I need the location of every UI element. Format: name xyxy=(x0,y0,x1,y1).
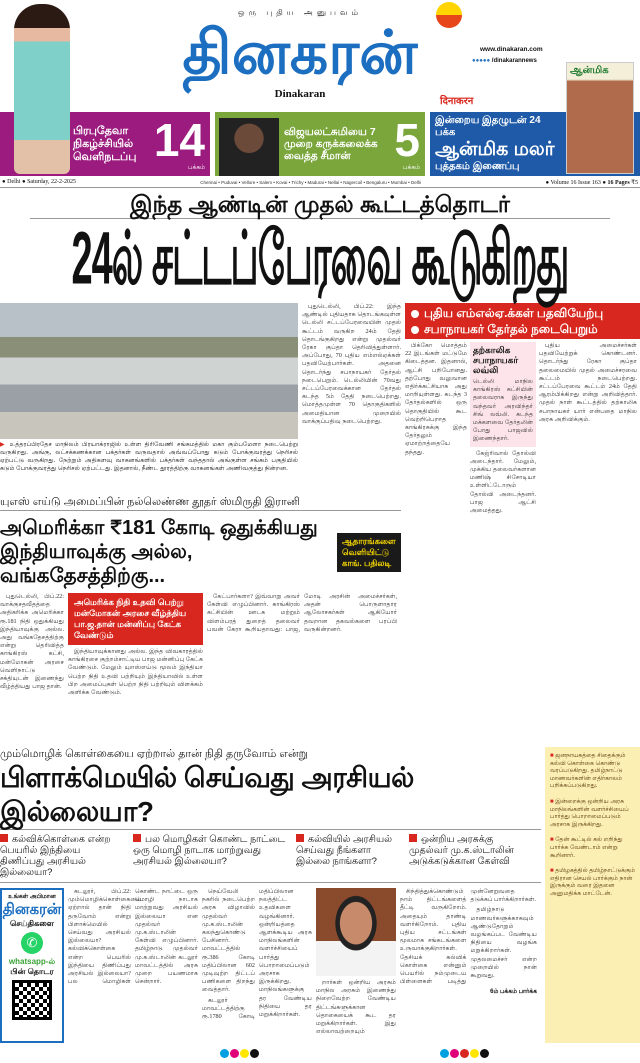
stalin-subheads xyxy=(0,830,541,883)
usaid-body-col3 xyxy=(207,593,397,699)
square-bullet-icon xyxy=(133,834,141,842)
promo-text: பிரபுதேவா நிகழ்ச்சியில் வெளிநடப்பு xyxy=(73,124,137,163)
promo-page xyxy=(153,112,205,176)
dateline-volume: Volume 16 Issue 163 xyxy=(550,179,601,186)
square-bullet-icon xyxy=(0,834,8,842)
paragraph: புதுடெல்லி, பிப்.22: இந்த ஆண்டில் புதியதாக தொடங்கவுள்ள டெல்லி சட்டப்பேரவையின் முதல் கூட்டம் வருகிற 24ம் தேதி தொடங்குகிறது என்று முதல்வர் ரேகா குப்தா தெரிவித்துள்ளார். அப்போது, 70 புதிய எம்எல்ஏக்கள் பதவியேற்பார்கள். அதனை தொடர்ந்து சபாநாயகர் தேர்தல் நடைபெறும். டெல்லியின் 70வது சட்டப்பேரவைக்கான தேர்தல் கடந்த 5ம் தேதி நடைபெற்றது. மொத்தமுள்ள 70 தொகுதிகளில் அமைதியான முறையில் வாக்குப்பதிவு நடைபெற்றது. xyxy=(302,303,401,425)
subhead-text: கல்வியில் அரசியல் செய்வது நீங்களா இல்லை நாங்களா? xyxy=(296,834,392,867)
whatsapp-promo[interactable] xyxy=(0,888,64,1043)
promo-line: பின் தொடர xyxy=(10,967,54,976)
lead-right-columns xyxy=(405,342,640,517)
stalin-kicker: மும்மொழிக் கொள்கையை ஏற்றால் தான் நிதி தருவோம் என்று xyxy=(0,748,308,760)
paragraph: நெய்வேலி நகரில் நடைபெற்ற அரசு விழாவில் முதல்வர் மு.க.ஸ்டாலின் கலந்துகொண்டு பேசினார். மாவட்டத்தில் ரூ.386 கோடி மதிப்பிலான 602 முடிவுற்ற திட்டப் பணிகளை திறந்து வைத்தார். xyxy=(202,888,255,994)
usaid-callout: அமெரிக்க நிதி உதவி பெற்று மன்மோகன் அரசை வீழ்த்திய பா.ஜ.தான் மன்னிப்பு கேட்க வேண்டும் xyxy=(68,593,203,645)
subhead xyxy=(409,834,534,878)
stalin-body-col2 xyxy=(202,888,312,1043)
paragraph: சிந்தித்துக்கொண்டும் நாம் திட்டங்களைத் தீட்டி வருகிறோம். அதையும் தாண்டி வளர்கிறோம். புதிய புதிய சட்டங்கள் மூலமாக சங்கடங்களை உருவாக்குகிறார்கள். தேசியக் கல்விக் கொள்கை என்னும் பெயரில் நம்முடைய பிள்ளைகள் படித்து முன்னேறுவதை தடுக்கப் பார்க்கிறார்கள். xyxy=(400,888,536,986)
photo-block xyxy=(0,303,298,491)
stalin-quotes-sidebar: ■ ஜனநாயகத்தை சிதைக்கும் கல்வி கொள்கை கொண்டு வரப்படுகிறது. தமிழ்நாட்டு மாணவர்களின் எதிர்காலம் பறிக்கப்படுகிறது. ■ இன்றைக்கு ஒன்றிய அரசு மாநிலங்களின் வளர்ச்சியைப் பார்த்து பொறாமைப்படும் அரசாக இருக்கிறது. ■ தேன் கூட்டில் கல் எறிந்து பார்க்க வேண்டாம் என்று கூறினார். ■ தமிழகத்தில் தமிழ்நாட்டுக்கும் எதிரான செயல் பார்க்கும் நான் இருக்கும் வரை இதனை அனுமதிக்க மாட்டேன். xyxy=(545,747,640,1043)
paragraph: புதுடெல்லி, பிப்.22: வாக்குசதவீதத்தை அதிகரிக்க அமெரிக்கா ரூ.181 நிதி ஒதுக்கியது இந்தியாவுக்கு அல்ல. அது வங்கதேசத்திற்கு என்று தெரிவித்த காங்கிரஸ் கட்சி, மன்மோகன் அரசை வெளிநாட்டு சக்தியுடன் இணைந்து வீழ்த்தியது பாஜ தான். xyxy=(0,593,64,691)
lead-section xyxy=(0,303,640,747)
sun-logo-icon xyxy=(436,2,462,28)
quote: தமிழகத்தில் தமிழ்நாட்டுக்கும் எதிரான செயல் பார்க்கும் நான் இருக்கும் வரை இதனை அனுமதிக்க மாட்டேன். xyxy=(550,868,635,897)
promo-whatsapp: whatsapp-ல் xyxy=(8,957,56,966)
usaid-headline[interactable] xyxy=(0,516,332,588)
promo-page-label: பக்கம் xyxy=(403,165,420,171)
promo-line: உங்கள் அபிமான xyxy=(8,894,56,900)
stalin-photo xyxy=(316,888,396,976)
paragraph: புதிய அமைச்சர்கள் பதவியேற்றுக் கொண்டனர். தொடர்ந்து ரேகா குப்தா தலைமையில் முதல் அமைச்சரவை கூட்டம் நடைபெற்றது. சட்டப்பேரவை கூட்டம் 24ம் தேதி ஆரம்பிக்கிறது என்று அறிவித்தார். முதல் நாள் கூட்டத்தில் தற்காலிக சபாநாயகர் யார் என்பதை மாநில அரசு அறிவிக்கும். xyxy=(539,342,637,423)
promo-line3: புத்தகம் இணைப்பு xyxy=(435,161,520,172)
lead-body-col3 xyxy=(470,450,536,516)
promo-line: செய்திகளை xyxy=(10,919,54,928)
stalin-body-col1 xyxy=(68,888,198,1043)
sidebar-title: தற்காலிக சபாநாயகர் லவ்லி xyxy=(473,345,519,375)
headline-line: அமெரிக்கா ₹181 கோடி ஒதுக்கியது xyxy=(0,517,318,539)
masthead-english: Dinakaran xyxy=(274,88,326,100)
headline-line: இந்தியாவுக்கு அல்ல, வங்கதேசத்திற்கு... xyxy=(0,541,193,587)
paragraph: றார்கள் ஒன்றிய அரசும் மாநில அரசும் இணைந்து நிறைவேற்ற வேண்டிய திட்டங்களுக்கான தொகையைக் கூட தர மறுக்கிறார்கள். இது எல்லாவற்றையும் xyxy=(316,979,396,1036)
masthead-logo[interactable] xyxy=(165,8,435,101)
stalin-right-block xyxy=(400,888,537,1043)
whatsapp-icon: ✆ xyxy=(21,932,43,954)
quote: தேன் கூட்டில் கல் எறிந்து பார்க்க வேண்டாம் என்று கூறினார். xyxy=(550,837,623,859)
usaid-mid xyxy=(68,593,203,699)
promo-line2: ஆன்மிக மலர் xyxy=(435,139,555,160)
paragraph: கேஜ்ரிவால் தோல்வி அடைந்தார். மேலும், முக்கிய தலைவர்களான மணிஷ் சிசோடியா உள்ளிட்டோரும் தோல்வி அடைந்தனர். பாஜ ஆட்சி அமைத்தது. xyxy=(470,449,536,515)
paragraph: இந்தியாவுக்கானது அல்ல. இந்த விவகாரத்தில் காங்கிரசை குற்றம்சாட்டிய பாஜ மன்னிப்பு கேட்க வேண்டும். மேலும் யுஎஸ்எய்டு மூலம் இந்தியா பெற்ற நிதி உதவி பற்றியும் இந்தியாவில் உள்ள பிற அமைப்புகள் பெற்ற நிதி பற்றியும் விளக்கம் அளிக்க வேண்டும். xyxy=(68,648,203,697)
continued-link[interactable]: 6ம் பக்கம் பார்க்க xyxy=(490,989,537,996)
lead-left xyxy=(0,303,401,747)
website-link[interactable]: www.dinakaran.com xyxy=(480,46,543,53)
photo-caption-text: உத்தரப்பிரதேச மாநிலம் பிரயாக்ராஜில் உள்ள திரிவேணி சங்கமத்தில் மகா கும்பமேளா நடைபெற்று வருகிறது. அங்கு, லட்சக்கணக்கான பக்தர்கள் வருவதால் அவ்வப்போது கடும் போக்குவரத்து நெரிசல் ஏற்பட்டு வருகிறது. நேற்றும் அதிகளவு வாகனங்களில் பக்தர்கள் வந்ததால் அங்குள்ள சங்கம் பகுதியில் கடும் போக்குவரத்து நெரிசல் ஏற்பட்டது. இதனால், நீண்ட தூரத்திற்கு வாகனங்கள் அணிவகுத்து நின்றன. xyxy=(0,441,298,472)
promo-page-number: 14 xyxy=(153,114,205,166)
stalin-photo-block xyxy=(316,888,396,1043)
promo-text-block xyxy=(430,113,564,175)
dateline-date: Saturday, 22-2-2025 xyxy=(27,179,77,185)
seeman-photo xyxy=(219,118,279,176)
subhead-text: பல மொழிகள் கொண்ட நாட்டை ஒரு மொழி நாடாக மாற்றுவது அரசியல் இல்லையா? xyxy=(133,834,286,867)
stalin-body-col4 xyxy=(316,979,396,1036)
stalin-headline[interactable]: பிளாக்மெயில் செய்வது அரசியல் இல்லையா? xyxy=(0,761,541,830)
bullet-text: புதிய எம்எல்ஏ.க்கள் பதவியேற்பு xyxy=(424,306,604,320)
subhead-text: ஒன்றிய அரசுக்கு முதல்வர் மு.க.ஸ்டாலின் அடுக்கடுக்கான கேள்வி xyxy=(409,834,514,867)
lead-kicker: இந்த ஆண்டின் முதல் கூட்டத்தொடர் xyxy=(30,190,610,219)
square-bullet-icon xyxy=(409,834,417,842)
lead-bullet xyxy=(411,321,634,337)
lead-body-col2 xyxy=(405,342,467,517)
promo-page xyxy=(390,112,420,176)
lead-headline[interactable]: 24ல் சட்டப்பேரவை கூடுகிறது xyxy=(71,219,569,301)
page-header xyxy=(0,0,640,188)
paragraph: கடலூர் மாவட்டத்திற்கு ரூ.1780 கோடி மதிப்பிலான நலத்திட்ட உதவிகளை வழங்கினார். ஒன்றியத்தை ஆளக்கூடிய அரசு மாநிலங்களின் வளர்ச்சியைப் பார்த்து பொறாமைப்படும் அரசாக இருக்கிறது. மாநிலங்களுக்கு தர வேண்டிய நிதியை தர மறுக்கிறார்கள். xyxy=(202,888,312,1021)
usaid-headline-row xyxy=(0,516,401,588)
masthead-tagline: ஒரு புதிய அனுபவம் xyxy=(237,8,363,17)
congress-reply-tag: ஆதாரங்களை வெளியிட்டு காங். பதிலடி xyxy=(337,533,401,572)
print-registration-marks xyxy=(0,1043,640,1055)
quote: இன்றைக்கு ஒன்றிய அரசு மாநிலங்களின் வளர்ச்சியைப் பார்த்து பொறாமைப்படும் அரசாக இருக்கிறது. xyxy=(550,798,629,828)
dateline: ● Delhi ● Saturday, 22-2-2025 Chennai • Puduvai • Vellore • Salem • Kovai • Trichy • Madurai • Nellai • Nagercoil • Bengaluru • Mumbai • Delhi ● Volume 16 Issue 163 ● 16 Pages ₹5 xyxy=(0,177,640,188)
actress-photo xyxy=(14,4,70,174)
masthead-name: தினகரன் xyxy=(182,20,418,86)
caption-marker-icon: ▶ xyxy=(0,441,10,448)
lead-body-col4 xyxy=(539,342,637,517)
magazine-cover[interactable] xyxy=(566,62,634,174)
square-bullet-icon xyxy=(296,834,304,842)
dateline-editions: Chennai • Puduvai • Vellore • Salem • Kovai • Trichy • Madurai • Nellai • Nagercoil • Bengaluru • Mumbai • Delhi xyxy=(200,179,422,185)
usaid-kicker: யுஎஸ் எய்டு அமைப்பின் நல்லெண்ண தூதர் ஸ்மிருதி இரானி xyxy=(0,495,401,511)
lead-bullet xyxy=(411,305,634,321)
quote: ஜனநாயகத்தை சிதைக்கும் கல்வி கொள்கை கொண்டு வரப்படுகிறது. தமிழ்நாட்டு மாணவர்களின் எதிர்காலம் பறிக்கப்படுகிறது. xyxy=(550,753,626,790)
subhead xyxy=(0,834,125,878)
photo-caption xyxy=(0,441,298,473)
subhead-text: கல்விக்கொள்கை என்ற பெயரில் இந்தியை திணிப்பது அரசியல் இல்லையா? xyxy=(0,834,111,878)
promo-line1: இன்றைய இதழுடன் 24 பக்க xyxy=(435,115,541,138)
qr-code[interactable] xyxy=(12,980,52,1020)
lead-photo-row xyxy=(0,303,401,491)
usaid-story xyxy=(0,495,401,699)
dateline-city: Delhi xyxy=(7,179,21,185)
usaid-body-row xyxy=(0,593,401,699)
speaker-sidebar xyxy=(470,342,536,447)
paragraph: தமிழ்நாடு மாணவர்களுக்காகவும் ஆண்டுதோறும் வழங்கப்பட வேண்டிய நிதியை வழங்க மறுக்கிறார்கள். முதலமைச்சர் என்ற முறையில் நான் கூறுவது. xyxy=(470,906,537,980)
kumbh-traffic-photo xyxy=(0,303,298,439)
stalin-body-col5 xyxy=(400,888,537,986)
lead-mid xyxy=(470,342,536,517)
lead-right xyxy=(405,303,640,747)
usaid-body-col2 xyxy=(68,648,203,697)
lead-headline-wrap xyxy=(0,219,640,303)
subhead xyxy=(133,834,288,878)
sidebar-body: டெல்லி மாநில காங்கிரஸ் கட்சியின் தலைவராக இருந்து வந்தவர் அரவிந்தர் சிங் லவ்லி. கடந்த மக்களவை தேர்தலின் போது பாஜவில் இணைந்தார். xyxy=(473,378,533,443)
promo-logo: தினகரன் xyxy=(2,901,62,918)
paragraph: கேட்பார்களா? இவ்வாறு அவர் கேள்வி எழுப்பினார். காங்கிரஸ் கட்சியின் ஊடக மற்றும் விளம்பரத் துறைத் தலைவர் பவன் கேரா கூறியதாவது: பாஜ, மோடி அரசின் அமைச்சர்கள், அதன் பொருளாதார ஆலோசகர்கள் ஆகியோர் தவறான தகவல்களை பரப்பி வருகின்றனர். xyxy=(207,593,397,633)
promo-page-number: 5 xyxy=(394,114,420,166)
promo-seeman[interactable] xyxy=(215,112,425,176)
promo-text: விஜயலட்சுமியை 7 முறை கருக்கலைக்க வைத்த சீமான் xyxy=(284,126,378,162)
dateline-pages: 16 Pages xyxy=(607,179,630,186)
bullet-text: சபாநாயகர் தேர்தல் நடைபெறும் xyxy=(424,322,598,336)
hindi-name: दिनाकरन xyxy=(440,96,474,107)
social-handle[interactable] xyxy=(472,57,537,65)
lead-bullets-box xyxy=(405,303,640,339)
paragraph: பிக்கோ மொத்தம் 22 இடங்கள் மட்டுமே கிடைத்தன. இதனால், ஆட்சி பறிபோனது. தற்போது வலுவான எதிர்க்கட்சியாக அது மாறியுள்ளது. கடந்த 3 தேர்தல்களில் ஒரு தொகுதியில் கூட வெற்றிபெறாத காங்கிரசுக்கு இந்த தேர்தலும் ஏமாற்றத்தையே தந்தது. xyxy=(405,342,467,456)
paragraph: கடலூர், பிப்.22: மும்மொழிக்கொள்கையை ஏற்றால் தான் நிதி தருவோம் என்று பிளாக்மெயில் செய்வது அரசியல் இல்லையா? கல்விக்கொள்கை என்ற பெயரில் இந்தியை திணிப்பது அரசியல் இல்லையா? பல மொழிகள் கொண்ட நாட்டை ஒரு மொழி நாடாக மாற்றுவது அரசியல் இல்லையா என முதல்வர் மு.க.ஸ்டாலின் கேள்வி எழுப்பினார். தமிழ்நாடு முதல்வர் மு.க.ஸ்டாலின் கடலூர் மாவட்டத்தில் அரசு முறை பயணமாக சென்றார். xyxy=(68,888,198,986)
dateline-price: ₹5 xyxy=(631,179,638,186)
social-handle-text: /dinakarannews xyxy=(491,58,537,64)
magazine-cover-title: ஆன்மிக xyxy=(567,63,633,79)
promo-page-label: பக்கம் xyxy=(188,165,205,171)
usaid-body-col1 xyxy=(0,593,64,699)
subhead xyxy=(296,834,401,878)
stalin-story xyxy=(0,747,541,1043)
lead-body-col1 xyxy=(302,303,401,491)
social-icons: ●●●●● xyxy=(472,58,492,64)
stalin-body-row xyxy=(0,888,541,1043)
stalin-section xyxy=(0,747,640,1043)
